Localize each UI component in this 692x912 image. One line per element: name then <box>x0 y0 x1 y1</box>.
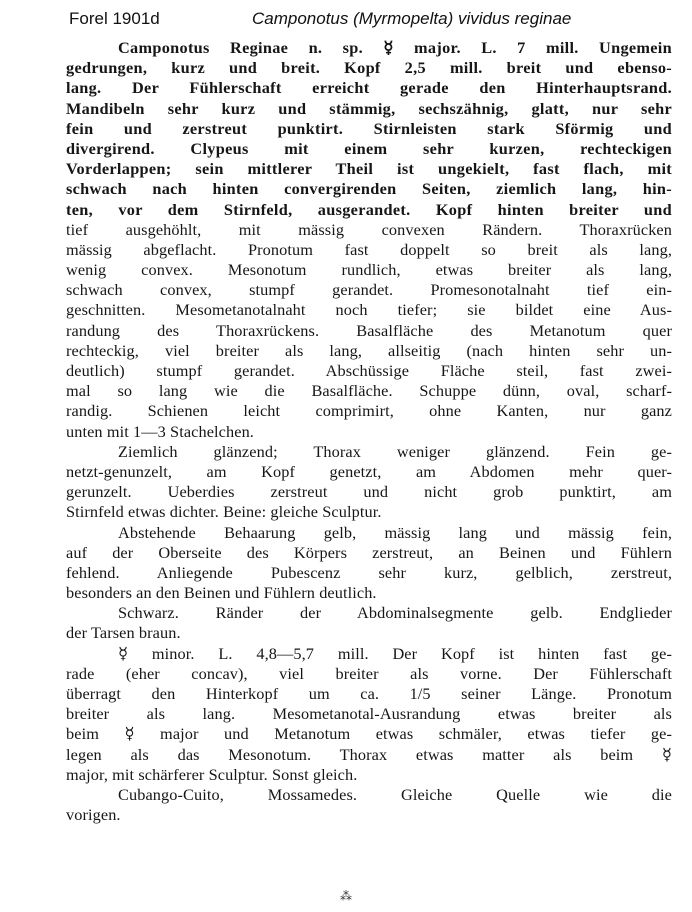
text-line: Schwarz. Ränder der Abdominalsegmente gelb. Endglieder <box>118 603 672 623</box>
text-line: auf der Oberseite des Körpers zerstreut, an Beinen und Fühlern <box>66 542 672 562</box>
text-line: rade (eher concav), viel breiter als vorne. Der Fühlerschaft <box>66 663 672 683</box>
text-line: Vorderlappen; sein mittlerer Theil ist ungekielt, fast flach, mit <box>66 159 672 179</box>
text-line: schwach convex, stumpf gerandet. Promesonotalnaht tief ein- <box>66 280 672 300</box>
text-line: mässig abgeflacht. Pronotum fast doppelt so breit als lang, <box>66 239 672 259</box>
text-line: unten mit 1—3 Stachelchen. <box>66 421 254 441</box>
taxon-title: Camponotus (Myrmopelta) vividus reginae <box>252 9 572 28</box>
text-line: divergirend. Clypeus mit einem sehr kurzen, rechteckigen <box>66 138 672 158</box>
text-line: rechteckig, viel breiter als lang, allseitig (nach hinten sehr un- <box>66 340 672 360</box>
paragraph-pilosity <box>66 523 672 604</box>
text-line: vorigen. <box>66 805 121 825</box>
text-line: gerunzelt. Ueberdies zerstreut und nicht grob punktirt, am <box>66 482 672 502</box>
text-line: major, mit schärferer Sculptur. Sonst gleich. <box>66 764 358 784</box>
text-line: gedrungen, kurz und breit. Kopf 2,5 mill. breit und ebenso- <box>66 58 672 78</box>
paragraph-locality <box>66 785 672 825</box>
text-line: legen als das Mesonotum. Thorax etwas matter als beim ☿ <box>66 744 672 764</box>
text-line: mal so lang wie die Basalfläche. Schuppe dünn, oval, scharf- <box>66 381 672 401</box>
text-line: Mandibeln sehr kurz und stämmig, sechszähnig, glatt, nur sehr <box>66 98 672 118</box>
text-line: überragt den Hinterkopf um ca. 1/5 seiner Länge. Pronotum <box>66 684 672 703</box>
text-line: Camponotus Reginae n. sp. ☿ major. L. 7 mill. Ungemein <box>118 38 672 57</box>
scan-mark-icon: ⁂ <box>340 889 352 903</box>
text-line: breiter als lang. Mesometanotal-Ausrandung etwas breiter als <box>66 704 672 724</box>
text-line: der Tarsen braun. <box>66 623 181 643</box>
paragraph-sculpture <box>66 442 672 523</box>
text-line: schwach nach hinten convergirenden Seiten, ziemlich lang, hin- <box>66 179 672 199</box>
text-line: tief ausgehöhlt, mit mässig convexen Rändern. Thoraxrücken <box>66 219 672 239</box>
text-line: ☿ minor. L. 4,8—5,7 mill. Der Kopf ist hinten fast ge- <box>118 643 672 663</box>
paragraph-colour <box>66 603 672 643</box>
paragraph-minor-worker <box>66 644 672 785</box>
text-line: Cubango-Cuito, Mossamedes. Gleiche Quelle wie die <box>118 784 672 804</box>
text-line: Stirnfeld etwas dichter. Beine: gleiche Sculptur. <box>66 502 382 522</box>
document-text <box>66 38 672 825</box>
text-line: geschnitten. Mesometanotalnaht noch tiefer; sie bildet eine Aus- <box>66 300 672 320</box>
text-line: beim ☿ major und Metanotum etwas schmäler, etwas tiefer ge- <box>66 724 672 744</box>
text-line: randig. Schienen leicht comprimirt, ohne Kanten, nur ganz <box>66 401 672 421</box>
text-line: fein und zerstreut punktirt. Stirnleisten stark Sförmig und <box>66 118 672 138</box>
citation-label: Forel 1901d <box>69 9 160 28</box>
text-line: lang. Der Fühlerschaft erreicht gerade den Hinterhauptsrand. <box>66 78 672 98</box>
text-line: Abstehende Behaarung gelb, mässig lang und mässig fein, <box>118 522 672 542</box>
page-header <box>0 9 692 33</box>
paragraph-description-bold <box>66 38 672 220</box>
text-line: netzt-genunzelt, am Kopf genetzt, am Abdomen mehr quer- <box>66 461 672 481</box>
text-line: besonders an den Beinen und Fühlern deutlich. <box>66 583 377 603</box>
text-line: Ziemlich glänzend; Thorax weniger glänzend. Fein ge- <box>118 441 672 461</box>
text-line: ten, vor dem Stirnfeld, ausgerandet. Kopf hinten breiter und <box>66 199 672 219</box>
text-line: fehlend. Anliegende Pubescenz sehr kurz, gelblich, zerstreut, <box>66 562 672 582</box>
text-line: wenig convex. Mesonotum rundlich, etwas breiter als lang, <box>66 260 672 280</box>
text-line: randung des Thoraxrückens. Basalfläche des Metanotum quer <box>66 320 672 340</box>
paragraph-description <box>66 220 672 442</box>
text-line: deutlich) stumpf gerandet. Abschüssige Fläche steil, fast zwei- <box>66 361 672 380</box>
